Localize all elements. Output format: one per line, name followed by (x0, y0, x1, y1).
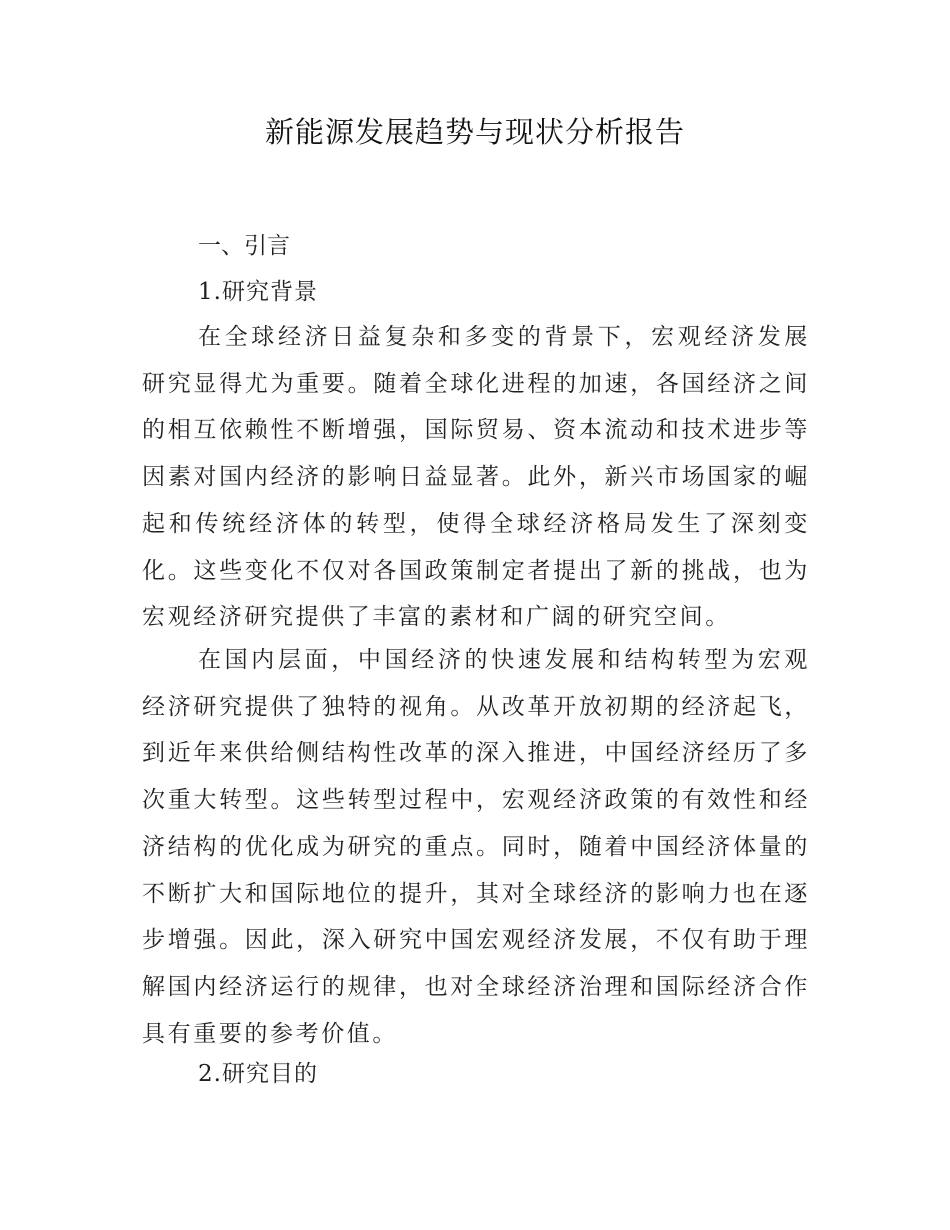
paragraph-research-background-global: 在全球经济日益复杂和多变的背景下，宏观经济发展研究显得尤为重要。随着全球化进程的加速，各国经济之间的相互依赖性不断增强，国际贸易、资本流动和技术进步等因素对国内经济的影响日益显著。此外，新兴市场国家的崛起和传统经济体的转型，使得全球经济格局发生了深刻变化。这些变化不仅对各国政策制定者提出了新的挑战，也为宏观经济研究提供了丰富的素材和广阔的研究空间。 (142, 324, 810, 631)
subsection-heading-research-purpose: 2.研究目的 (198, 1061, 318, 1087)
paragraph-research-background-domestic: 在国内层面，中国经济的快速发展和结构转型为宏观经济研究提供了独特的视角。从改革开放初期的经济起飞，到近年来供给侧结构性改革的深入推进，中国经济经历了多次重大转型。这些转型过程中，宏观经济政策的有效性和经济结构的优化成为研究的重点。同时，随着中国经济体量的不断扩大和国际地位的提升，其对全球经济的影响力也在逐步增强。因此，深入研究中国宏观经济发展，不仅有助于理解国内经济运行的规律，也对全球经济治理和国际经济合作具有重要的参考价值。 (142, 647, 810, 1047)
document-title: 新能源发展趋势与现状分析报告 (264, 115, 685, 149)
section-heading-introduction: 一、引言 (198, 233, 290, 259)
subsection-heading-research-background: 1.研究背景 (198, 279, 318, 305)
